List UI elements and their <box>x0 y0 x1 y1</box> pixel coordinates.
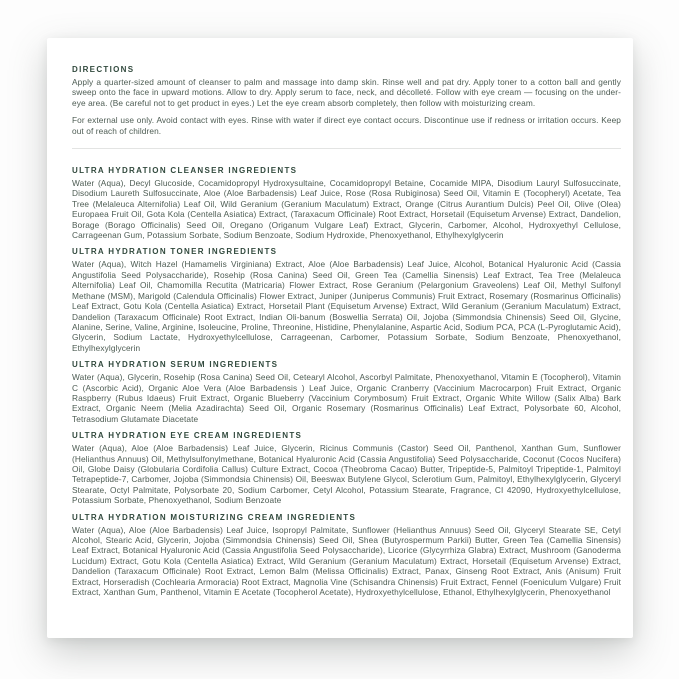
toner-ingredients-text: Water (Aqua), Witch Hazel (Hamamelis Virginiana) Extract, Aloe (Aloe Barbadensis) Leaf Juice, Alcohol, Botanical Hyaluronic Acid (Cassia Angustifolia Seed Polysaccharide), Rosehip (Rosa Canina) Seed Oil, Green Tea (Camellia Sinensis) Leaf Extract, Tea Tree (Melaleuca Alternifolia) Leaf Oil, Chamomilla Recutita (Matricaria) Flower Extract, Rose Geranium (Pelargonium Graveolens) Leaf Oil, Methyl Sulfonyl Methane (MSM), Marigold (Calendula Officinalis) Flower Extract, Juniper (Juniperus Communis) Fruit Extract, Rosemary (Rosmarinus Officinalis) Leaf Extract, Gotu Kola (Centella Asiatica) Extract, Horsetail Plant (Equisetum Arvense) Extract, Wild Geranium (Geranium Maculatum) Extract, Dandelion (Taraxacum Officinale) Root Extract, Indian Oli-banum (Boswellia Serrata) Oil, Jojoba (Simmondsia Chinensis) Seed Oil, Glycine, Alanine, Serine, Valine, Arginine, Isoleucine, Proline, Threonine, Histidine, Phenylalanine, Aspartic Acid, Sodium PCA, PCA (L-Pyroglutamic Acid), Glycerin, Sodium Lactate, Hydroxyethylcellulose, Carrageenan, Carbomer, Potassium Sorbate, Sodium Benzoate, Phenoxyethanol, Ethylhexylglycerin <box>72 259 621 353</box>
serum-ingredients-section <box>72 360 621 424</box>
serum-ingredients-heading: ULTRA HYDRATION SERUM INGREDIENTS <box>72 360 279 370</box>
eye-cream-ingredients-section <box>72 431 621 505</box>
moisturizing-cream-ingredients-section <box>72 513 621 598</box>
cleanser-ingredients-text: Water (Aqua), Decyl Glucoside, Cocamidopropyl Hydroxysultaine, Cocamidopropyl Betaine, Cocamide MIPA, Disodium Lauryl Sulfosuccinate, Disodium Laureth Sulfosuccinate, Aloe (Aloe Barbadensis) Leaf Juice, Rose (Rosa Rubiginosa) Seed Oil, Vitamin E (Tocopheryl) Acetate, Tea Tree (Melaleuca Alternifolia) Leaf Oil, Wild Geranium (Geranium Maculatum) Extract, Orange (Citrus Aurantium Dulcis) Peel Oil, Olive (Olea) Europaea Fruit Oil, Gota Kola (Centella Asiatica) Extract, (Taraxacum Officinale) Root Extract, Horsetail (Equisetum Arvense) Extract, Dandelion, Borage (Borago Officinalis) Seed Oil, Oregano (Origanum Vulgare Leaf) Extract, Glycerin, Carbomer, Alcohol, Hydroxyethyl Cellulose, Carrageenan Gum, Potassium Sorbate, Sodium Benzoate, Sodium Hydroxide, Phenoxyethanol, Ethylhexylglycerin <box>72 178 621 241</box>
toner-ingredients-section <box>72 247 621 353</box>
eye-cream-ingredients-heading: ULTRA HYDRATION EYE CREAM INGREDIENTS <box>72 431 303 441</box>
directions-usage-paragraph: Apply a quarter-sized amount of cleanser to palm and massage into damp skin. Rinse well and pat dry. Apply toner to a cotton ball and gently sweep onto the face in upward motions. Allow to dry. Apply serum to face, neck, and décolleté. Follow with eye cream — focusing on the under-eye area. (Be careful not to get product in eyes.) Let the eye cream absorb completely, then follow with moisturizing cream. <box>72 77 621 108</box>
eye-cream-ingredients-text: Water (Aqua), Aloe (Aloe Barbadensis) Leaf Juice, Glycerin, Ricinus Communis (Castor) Seed Oil, Panthenol, Xanthan Gum, Sunflower (Helianthus Annuus) Oil, Methylsulfonylmethane, Botanical Hyaluronic Acid (Cassia Angustifolia) Seed Polysaccharide, Coconut (Cocos Nucifera) Oil, Globe Daisy (Globularia Cordifolia Callus) Culture Extract, Cocoa (Theobroma Cacao) Butter, Tripeptide-5, Palmitoyl Tripeptide-1, Palmitoyl Tetrapeptide-7, Carbomer, Jojoba (Simmondsia Chinensis) Oil, Beeswax Butylene Glycol, Sclerotium Gum, Palmitoyl, Ethylhexylglycerin, Glyceryl Stearate, Octyl Palmitate, Polysorbate 20, Sodium Carbomer, Cetyl Alcohol, Potassium Stearate, Fragrance, CI 42090, Hydroxyethylcellulose, Potassium Sorbate, Phenoxyethanol, Sodium Benzoate <box>72 443 621 506</box>
serum-ingredients-text: Water (Aqua), Glycerin, Rosehip (Rosa Canina) Seed Oil, Cetearyl Alcohol, Ascorbyl Palmitate, Phenoxyethanol, Vitamin E (Tocopherol), Vitamin C (Ascorbic Acid), Organic Aloe Vera (Aloe Barbadensis ) Leaf Juice, Organic Cranberry (Vaccinium Macrocarpon) Fruit Extract, Organic Raspberry (Rubus Idaeus) Fruit Extract, Organic Blueberry (Vaccinium Corymbosum) Fruit Extract, Organic White Willow (Salix Alba) Bark Extract, Organic Neem (Melia Azadirachta) Seed Oil, Organic Rosemary (Rosmarinus Officinalis) Leaf Extract, Polysorbate 60, Alcohol, Tetrasodium Glutamate Diacetate <box>72 372 621 424</box>
cleanser-ingredients-heading: ULTRA HYDRATION CLEANSER INGREDIENTS <box>72 166 298 176</box>
cleanser-ingredients-section <box>72 166 621 240</box>
toner-ingredients-heading: ULTRA HYDRATION TONER INGREDIENTS <box>72 247 278 257</box>
directions-heading: DIRECTIONS <box>72 65 135 74</box>
product-info-card <box>47 38 633 638</box>
section-divider <box>72 148 621 149</box>
moisturizing-cream-ingredients-heading: ULTRA HYDRATION MOISTURIZING CREAM INGREDIENTS <box>72 512 357 522</box>
moisturizing-cream-ingredients-text: Water (Aqua), Aloe (Aloe Barbadensis) Leaf Juice, Isopropyl Palmitate, Sunflower (Helianthus Annuus) Seed Oil, Glyceryl Stearate SE, Cetyl Alcohol, Stearic Acid, Glycerin, Jojoba (Simmondsia Chinensis) Seed Oil, Shea (Butyrospermum Parkii) Butter, Green Tea (Camellia Sinensis) Leaf Extract, Botanical Hyaluronic Acid (Cassia Angustifolia Seed Polysaccharide), Licorice (Glycyrrhiza Glabra) Extract, Mushroom (Ganoderma Lucidum) Extract, Gotu Kola (Centella Asiatica) Extract, Wild Geranium (Geranium Maculatum) Extract, Horsetail (Equisetum Arvense) Extract, Dandelion (Taraxacum Officinale) Root Extract, Lemon Balm (Melissa Officinalis) Extract, Panax, Ginseng Root Extract, Anis (Anisum) Fruit Extract, Horseradish (Cochlearia Armoracia) Root Extract, Magnolia Vine (Schisandra Chinensis) Fruit Extract, Fennel (Foeniculum Vulgare) Fruit Extract, Xanthan Gum, Panthenol, Vitamin E Acetate (Tocopherol Acetate), Hydroxyethylcellulose, Ethanol, Ethylhexylglycerin, Phenoxyethanol <box>72 524 621 598</box>
directions-warning-paragraph: For external use only. Avoid contact with eyes. Rinse with water if direct eye contact occurs. Discontinue use if redness or irritation occurs. Keep out of reach of children. <box>72 115 621 136</box>
directions-section <box>72 65 621 136</box>
